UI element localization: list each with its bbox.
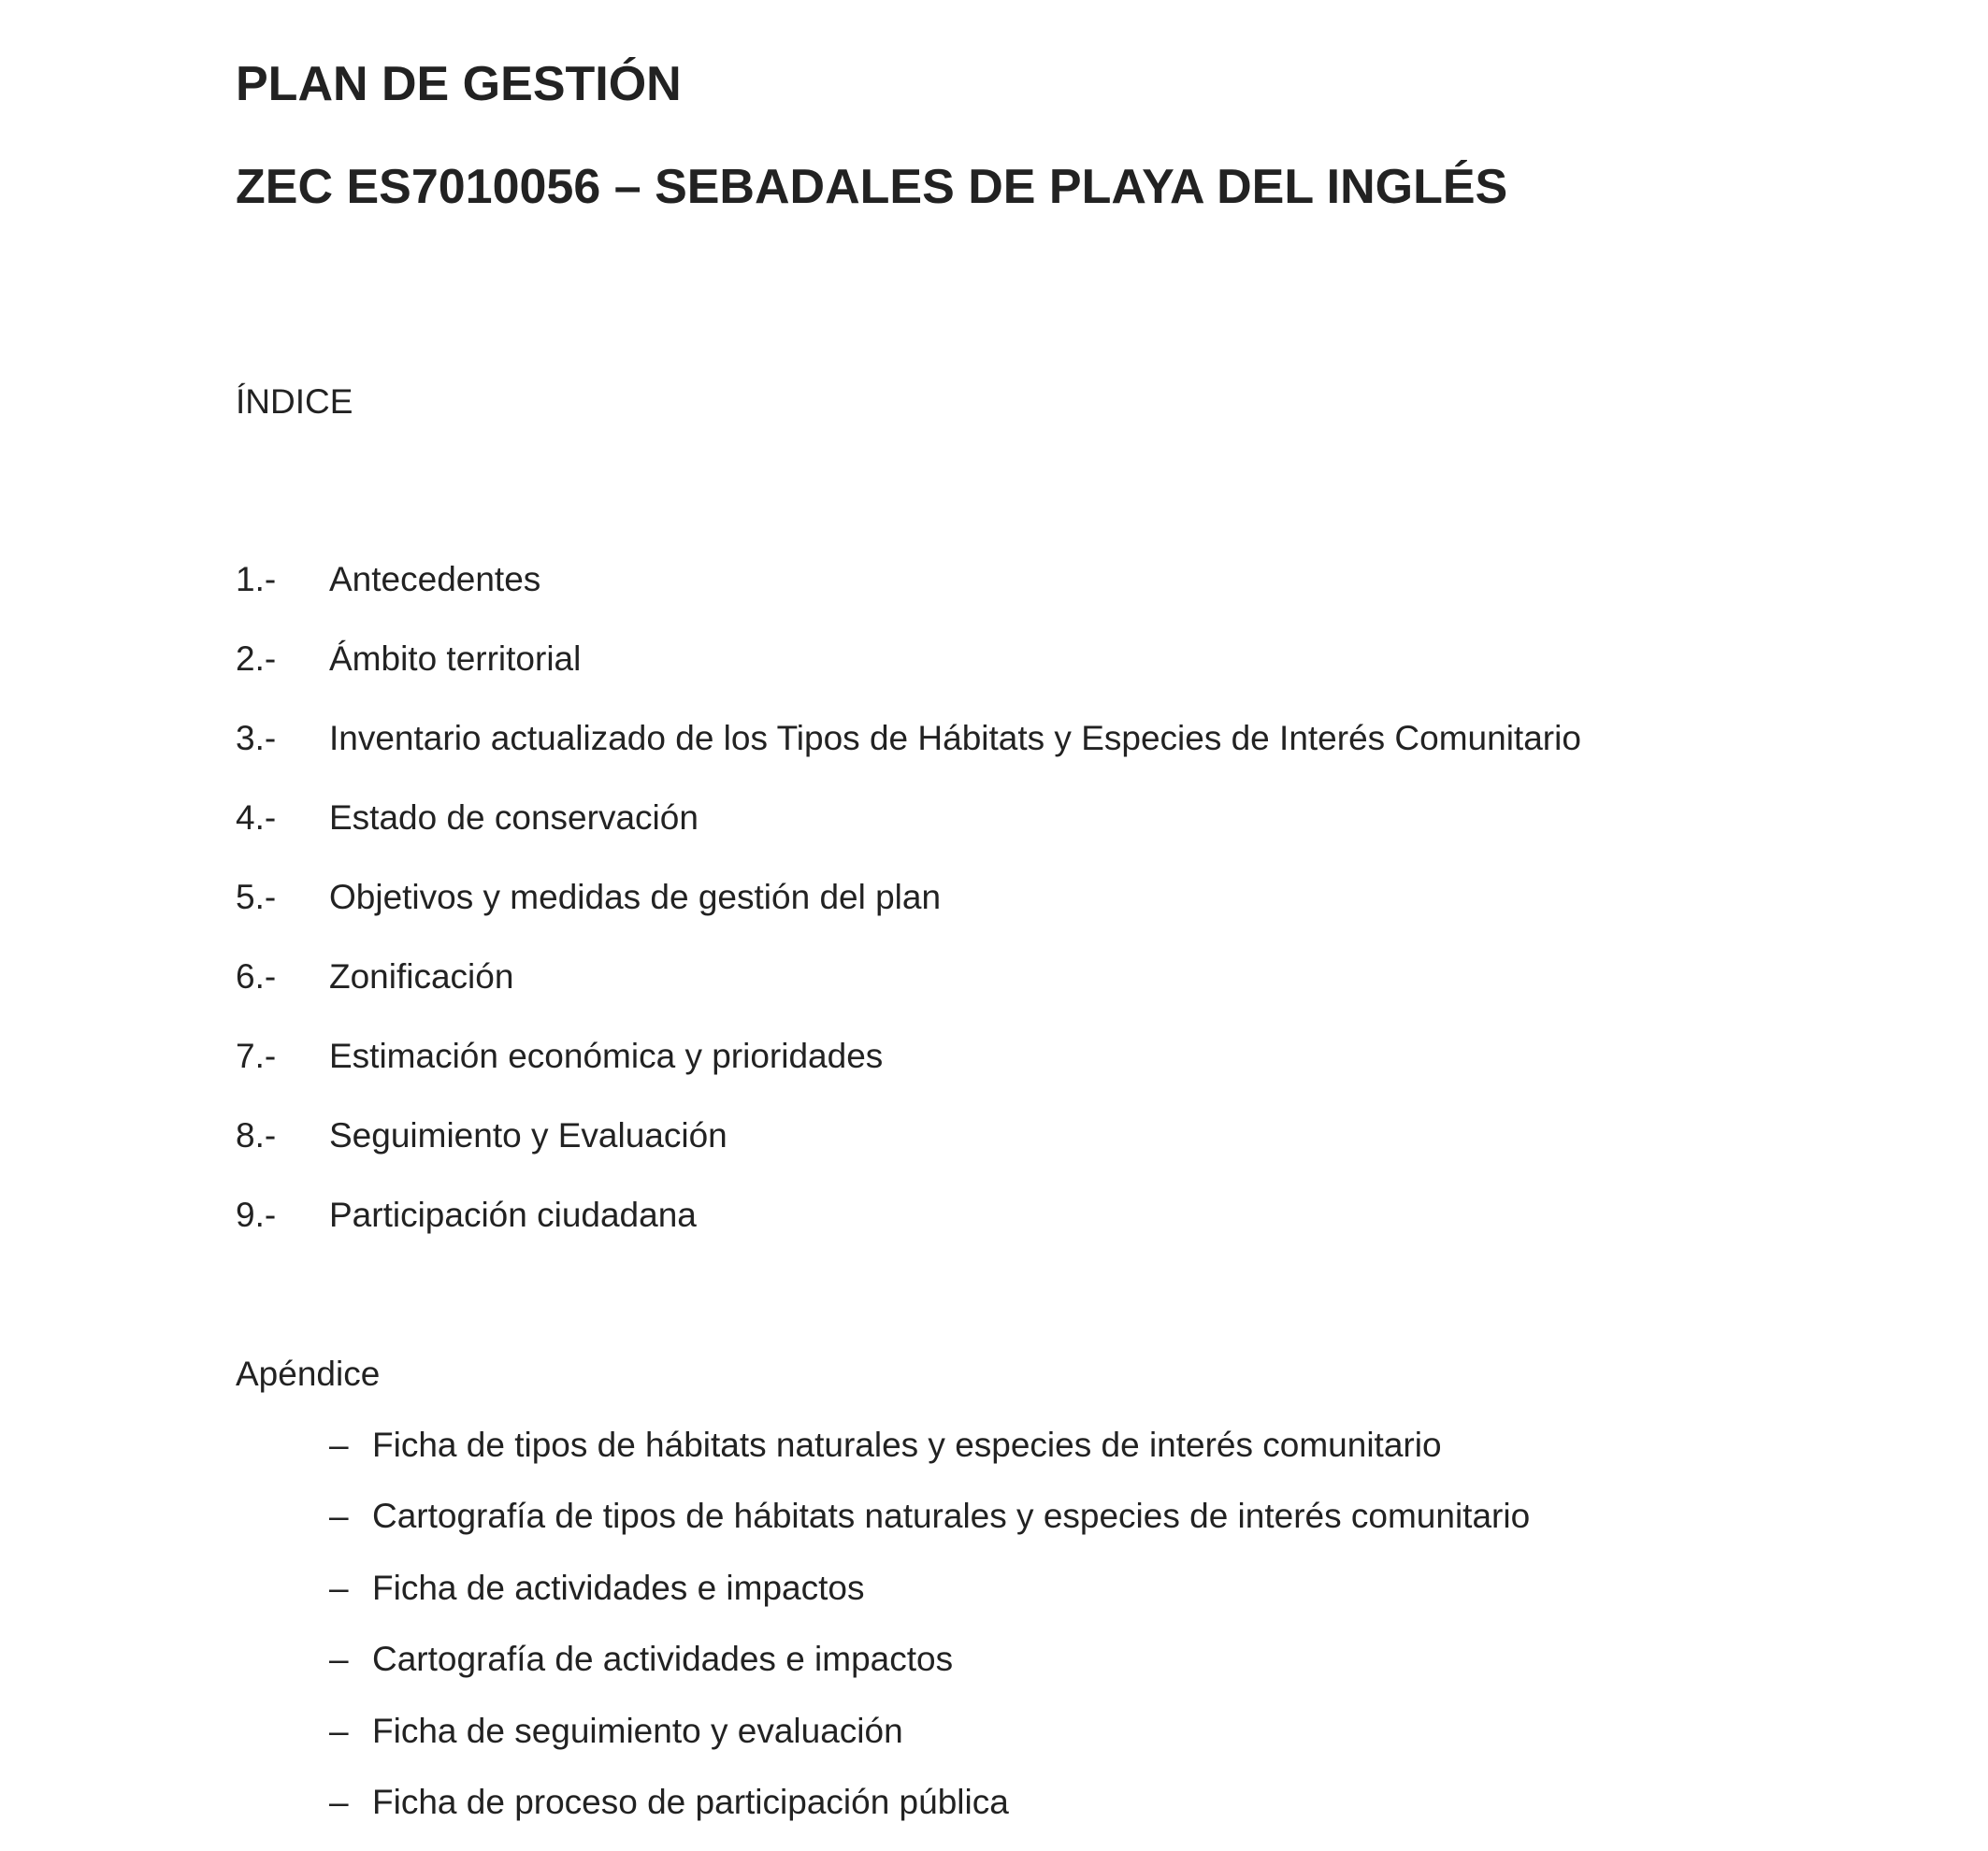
table-of-contents xyxy=(236,557,1581,1272)
appendix-item-label: Cartografía de actividades e impactos xyxy=(372,1640,954,1679)
toc-item xyxy=(236,875,1581,954)
appendix-heading: Apéndice xyxy=(236,1355,381,1393)
dash-bullet: – xyxy=(329,1640,349,1679)
appendix-list xyxy=(329,1423,1530,1851)
dash-bullet: – xyxy=(329,1497,349,1536)
appendix-item-label: Ficha de tipos de hábitats naturales y especies de interés comunitario xyxy=(372,1426,1442,1464)
appendix-item-label: Ficha de seguimiento y evaluación xyxy=(372,1711,903,1750)
toc-number: 4.- xyxy=(236,798,277,837)
toc-item xyxy=(236,716,1581,796)
appendix-item xyxy=(329,1780,1530,1851)
appendix-item-label: Ficha de proceso de participación pública xyxy=(372,1782,1009,1821)
toc-number: 9.- xyxy=(236,1196,277,1234)
toc-label: Zonificación xyxy=(329,957,514,996)
toc-label: Estado de conservación xyxy=(329,798,699,837)
toc-label: Objetivos y medidas de gestión del plan xyxy=(329,878,942,916)
toc-number: 1.- xyxy=(236,560,277,598)
toc-number: 7.- xyxy=(236,1037,277,1075)
appendix-item-label: Ficha de actividades e impactos xyxy=(372,1568,865,1607)
appendix-item xyxy=(329,1566,1530,1637)
toc-label: Participación ciudadana xyxy=(329,1196,697,1234)
appendix-item xyxy=(329,1494,1530,1565)
appendix-item-label: Cartografía de tipos de hábitats naturales y especies de interés comunitario xyxy=(372,1497,1531,1536)
toc-item xyxy=(236,557,1581,637)
toc-number: 2.- xyxy=(236,639,277,678)
appendix-item xyxy=(329,1709,1530,1780)
toc-item xyxy=(236,1113,1581,1193)
dash-bullet: – xyxy=(329,1711,349,1750)
toc-number: 6.- xyxy=(236,957,277,996)
dash-bullet: – xyxy=(329,1782,349,1821)
toc-item xyxy=(236,1034,1581,1113)
document-title: PLAN DE GESTIÓN xyxy=(236,57,682,111)
document-subtitle: ZEC ES7010056 – SEBADALES DE PLAYA DEL INGLÉS xyxy=(236,160,1508,214)
toc-number: 8.- xyxy=(236,1116,277,1155)
appendix-item xyxy=(329,1423,1530,1494)
toc-item xyxy=(236,796,1581,875)
toc-label: Estimación económica y prioridades xyxy=(329,1037,884,1075)
appendix-item xyxy=(329,1637,1530,1708)
toc-label: Ámbito territorial xyxy=(329,639,582,678)
toc-label: Antecedentes xyxy=(329,560,541,598)
toc-item xyxy=(236,1193,1581,1272)
toc-item xyxy=(236,637,1581,716)
toc-label: Seguimiento y Evaluación xyxy=(329,1116,727,1155)
dash-bullet: – xyxy=(329,1568,349,1607)
index-heading: ÍNDICE xyxy=(236,382,353,421)
toc-number: 3.- xyxy=(236,719,277,757)
toc-item xyxy=(236,954,1581,1034)
toc-label: Inventario actualizado de los Tipos de Hábitats y Especies de Interés Comunitario xyxy=(329,719,1581,757)
dash-bullet: – xyxy=(329,1426,349,1464)
toc-number: 5.- xyxy=(236,878,277,916)
